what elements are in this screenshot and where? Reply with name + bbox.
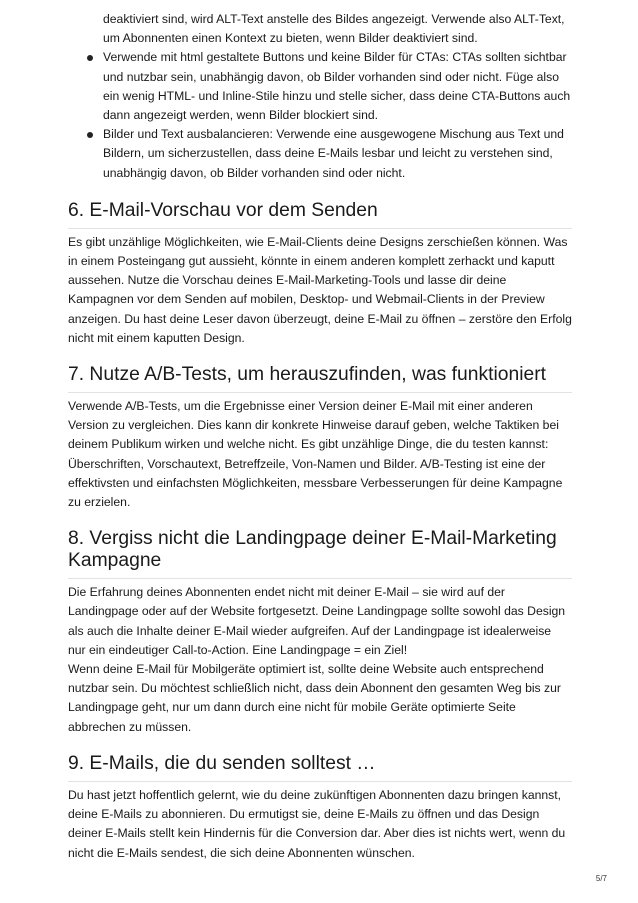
paragraph: Die Erfahrung deines Abonnenten endet nicht mit deiner E-Mail – sie wird auf der Landingpage oder auf der Website fortgesetzt. Deine Landingpage sollte sowohl das Design als auch die Inhalte deiner E-Mail wieder aufgreifen. Auf der Landingpage ist idealerweise nur ein eindeutiger Call-to-Action. Eine Landingpage = ein Ziel! (68, 585, 566, 657)
list-item (68, 125, 572, 183)
paragraph: Du hast jetzt hoffentlich gelernt, wie du deine zukünftigen Abonnenten dazu bringen kannst, deine E-Mails zu abonnieren. Du ermutigst sie, deine E-Mails zu öffnen und das Design deiner E-Mails stellt kein Hindernis für die Conversion dar. Aber dies ist nichts wert, wenn du nicht die E-Mails sendest, die sich deine Abonnenten wünschen. (68, 787, 566, 860)
list-item (68, 48, 572, 125)
bullet-list (68, 10, 572, 183)
bullet-icon (87, 55, 93, 61)
page-number: 5/7 (595, 874, 607, 883)
section-heading: 7. Nutze A/B-Tests, um herauszufinden, was funktioniert (68, 364, 572, 393)
list-item-text: Verwende mit html gestaltete Buttons und keine Bilder für CTAs: CTAs sollten sichtbar und nutzbar sein, unabhängig davon, ob Bilder vorhanden sind oder nicht. Füge also ein wenig HTML- und Inline-Stile hinzu und stelle sicher, dass deine CTA-Buttons auch dann angezeigt werden, wenn Bilder blockiert sind. (103, 50, 571, 123)
list-item-text: Bilder und Text ausbalancieren: Verwende eine ausgewogene Mischung aus Text und Bildern, um sicherzustellen, dass deine E-Mails lesbar und leicht zu verstehen sind, unabhängig davon, ob Bilder vorhanden sind oder nicht. (103, 127, 564, 180)
list-item-text: deaktiviert sind, wird ALT-Text anstelle des Bildes angezeigt. Verwende also ALT-Text, um Abonnenten einen Kontext zu bieten, wenn Bilder deaktiviert sind. (103, 12, 565, 46)
paragraph: Es gibt unzählige Möglichkeiten, wie E-Mail-Clients deine Designs zerschießen können. Was in einem Posteingang gut aussieht, könnte in einem anderen komplett zerhackt und kaputt aussehen. Nutze die Vorschau deines E-Mail-Marketing-Tools und lasse dir deine Kampagnen vor dem Senden auf mobilen, Desktop- und Webmail-Clients in der Preview anzeigen. Du hast deine Leser davon überzeugt, deine E-Mail zu öffnen – zerstöre den Erfolg nicht mit einem kaputten Design. (68, 234, 572, 345)
section-emails-to-send (68, 753, 572, 863)
section-heading: 9. E-Mails, die du senden solltest … (68, 753, 572, 782)
document-page (68, 10, 572, 863)
paragraph: Wenn deine E-Mail für Mobilgeräte optimiert ist, sollte deine Website auch entsprechend nutzbar sein. Du möchtest schließlich nicht, dass dein Abonnent den gesamten Weg bis zur Landingpage geht, nur um dann durch eine nicht für mobile Geräte optimierte Seite abbrechen zu müssen. (68, 662, 561, 734)
section-heading: 6. E-Mail-Vorschau vor dem Senden (68, 200, 572, 229)
section-heading: 8. Vergiss nicht die Landingpage deiner E-Mail-Marketing Kampagne (68, 528, 572, 579)
paragraph: Verwende A/B-Tests, um die Ergebnisse einer Version deiner E-Mail mit einer anderen Version zu vergleichen. Dies kann dir konkrete Hinweise darauf geben, welche Taktiken bei deinem Publikum wirken und welche nicht. Es gibt unzählige Dinge, die du testen kannst: Überschriften, Vorschautext, Betreffzeile, Von-Namen und Bilder. A/B-Testing ist eine der effektivsten und einfachsten Möglichkeiten, messbare Verbesserungen für deine Kampagne zu erzielen. (68, 399, 563, 510)
section-ab-testing (68, 364, 572, 512)
section-landingpage (68, 528, 572, 737)
list-item (68, 10, 572, 48)
section-email-preview (68, 200, 572, 348)
bullet-icon (87, 132, 93, 138)
